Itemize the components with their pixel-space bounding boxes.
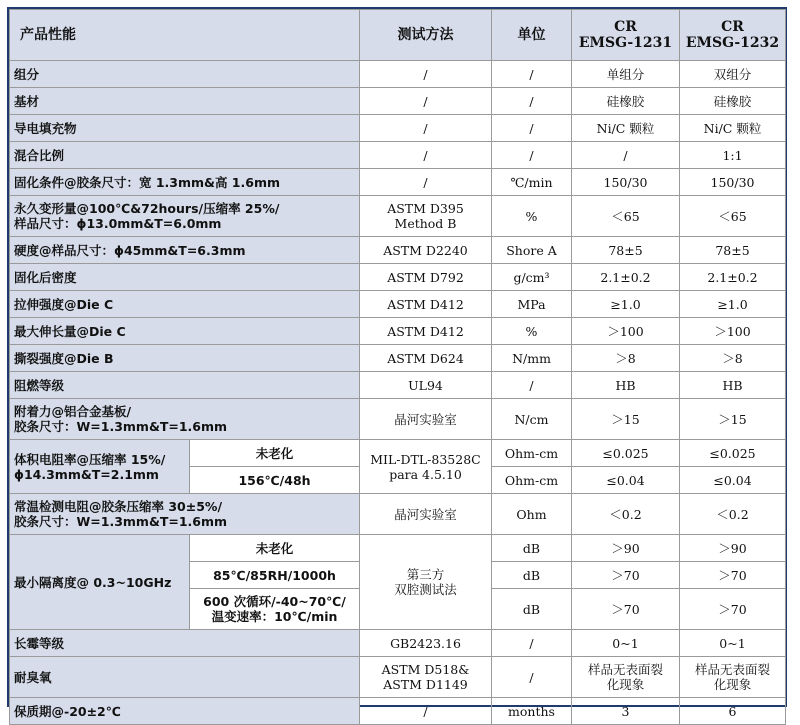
- value-cell-2: ＞15: [680, 399, 786, 440]
- table-row: [10, 169, 786, 196]
- value-cell-2: 150/30: [680, 169, 786, 196]
- value-cell-2: Ni/C 颗粒: [680, 115, 786, 142]
- value-cell-2: 0~1: [680, 630, 786, 657]
- condition-cell: 85℃/85RH/1000h: [190, 562, 360, 589]
- condition-cell: 未老化: [190, 440, 360, 467]
- unit-cell: /: [492, 657, 572, 698]
- header-unit: 单位: [492, 10, 572, 61]
- header-product-1-line1: CR: [614, 19, 637, 35]
- condition-cell: 未老化: [190, 535, 360, 562]
- property-cell: 固化后密度: [10, 264, 360, 291]
- method-cell: /: [360, 61, 492, 88]
- value-cell-1: 硅橡胶: [572, 88, 680, 115]
- value-cell-1: 3: [572, 698, 680, 725]
- value-cell-2: 78±5: [680, 237, 786, 264]
- table-row: [10, 440, 786, 467]
- table-row: [10, 372, 786, 399]
- table-row: [10, 115, 786, 142]
- header-product-2: [680, 10, 786, 61]
- spec-table: [9, 9, 786, 725]
- unit-cell: months: [492, 698, 572, 725]
- method-cell: /: [360, 142, 492, 169]
- value-cell-2: [680, 657, 786, 698]
- method-cell: /: [360, 88, 492, 115]
- value-cell-1: [572, 657, 680, 698]
- value-cell-1: Ni/C 颗粒: [572, 115, 680, 142]
- method-cell: 晶河实验室: [360, 494, 492, 535]
- method-cell: GB2423.16: [360, 630, 492, 657]
- property-cell: 长霉等级: [10, 630, 360, 657]
- value-cell-2: ＞70: [680, 589, 786, 630]
- method-cell: /: [360, 169, 492, 196]
- property-cell: 基材: [10, 88, 360, 115]
- value-line-1: 样品无表面裂: [587, 662, 663, 677]
- method-cell: [360, 196, 492, 237]
- value-cell-1: ＜65: [572, 196, 680, 237]
- table-row: [10, 494, 786, 535]
- method-line-2: para 4.5.10: [389, 466, 462, 482]
- property-line-1: 常温检测电阻@胶条压缩率 30±5%/: [14, 499, 223, 514]
- property-cell: [10, 196, 360, 237]
- value-cell-2: ＜0.2: [680, 494, 786, 535]
- condition-cell: 156℃/48h: [190, 467, 360, 494]
- value-cell-1: 78±5: [572, 237, 680, 264]
- property-cell: 最大伸长量@Die C: [10, 318, 360, 345]
- value-cell-2: ＜65: [680, 196, 786, 237]
- unit-cell: /: [492, 88, 572, 115]
- table-row: [10, 535, 786, 562]
- method-line-2: Method B: [394, 216, 457, 231]
- method-line-1: ASTM D518&: [381, 662, 470, 677]
- table-row: [10, 399, 786, 440]
- property-cell: [10, 494, 360, 535]
- value-line-2: 化现象: [713, 677, 752, 692]
- unit-cell: MPa: [492, 291, 572, 318]
- table-row: [10, 345, 786, 372]
- unit-cell: /: [492, 372, 572, 399]
- property-cell: 固化条件@胶条尺寸：宽 1.3mm&高 1.6mm: [10, 169, 360, 196]
- table-row: [10, 237, 786, 264]
- header-method: 测试方法: [360, 10, 492, 61]
- condition-line-1: 600 次循环/-40~70℃/: [203, 594, 346, 609]
- method-cell: ASTM D412: [360, 291, 492, 318]
- unit-cell: Ohm-cm: [492, 467, 572, 494]
- value-cell-1: 150/30: [572, 169, 680, 196]
- method-line-2: 双腔测试法: [394, 582, 457, 597]
- unit-cell: /: [492, 61, 572, 88]
- value-cell-1: 0~1: [572, 630, 680, 657]
- unit-cell: dB: [492, 562, 572, 589]
- unit-cell: Shore A: [492, 237, 572, 264]
- header-row: [10, 10, 786, 61]
- property-cell: 硬度@样品尺寸：ϕ45mm&T=6.3mm: [10, 237, 360, 264]
- method-cell: [360, 657, 492, 698]
- value-cell-1: ＞70: [572, 589, 680, 630]
- method-line-2: ASTM D1149: [383, 677, 468, 692]
- value-cell-2: ＞8: [680, 345, 786, 372]
- unit-cell: /: [492, 630, 572, 657]
- unit-cell: g/cm³: [492, 264, 572, 291]
- method-cell: /: [360, 115, 492, 142]
- value-cell-1: ＞90: [572, 535, 680, 562]
- value-cell-2: 6: [680, 698, 786, 725]
- value-cell-2: 双组分: [680, 61, 786, 88]
- header-product-2-line2: EMSG-1232: [685, 35, 780, 51]
- table-row: [10, 698, 786, 725]
- property-cell: 撕裂强度@Die B: [10, 345, 360, 372]
- property-cell-volume-resistivity: [10, 440, 190, 494]
- unit-cell: /: [492, 115, 572, 142]
- header-product-1: [572, 10, 680, 61]
- value-cell-2: HB: [680, 372, 786, 399]
- value-cell-2: ＞70: [680, 562, 786, 589]
- header-product-2-line1: CR: [721, 19, 744, 35]
- value-cell-2: ≤0.025: [680, 440, 786, 467]
- unit-cell: N/mm: [492, 345, 572, 372]
- header-product-1-line2: EMSG-1231: [578, 35, 673, 51]
- table-row: [10, 657, 786, 698]
- unit-cell: ℃/min: [492, 169, 572, 196]
- value-cell-1: ＞100: [572, 318, 680, 345]
- property-cell: 导电填充物: [10, 115, 360, 142]
- property-cell: 保质期@-20±2℃: [10, 698, 360, 725]
- table-row: [10, 88, 786, 115]
- unit-cell: Ohm-cm: [492, 440, 572, 467]
- value-cell-2: ＞100: [680, 318, 786, 345]
- unit-cell: /: [492, 142, 572, 169]
- table-row: [10, 196, 786, 237]
- value-cell-1: /: [572, 142, 680, 169]
- property-cell: 耐臭氧: [10, 657, 360, 698]
- header-property: 产品性能: [10, 10, 360, 61]
- property-line-2: ϕ14.3mm&T=2.1mm: [14, 466, 159, 482]
- property-line-2: 样品尺寸：ϕ13.0mm&T=6.0mm: [14, 216, 222, 231]
- value-cell-1: ＞70: [572, 562, 680, 589]
- value-cell-2: ＞90: [680, 535, 786, 562]
- condition-line-2: 温变速率：10℃/min: [211, 609, 338, 624]
- value-line-1: 样品无表面裂: [694, 662, 770, 677]
- value-cell-1: 单组分: [572, 61, 680, 88]
- table-row: [10, 142, 786, 169]
- value-cell-1: ≥1.0: [572, 291, 680, 318]
- property-cell: 混合比例: [10, 142, 360, 169]
- table-row: [10, 318, 786, 345]
- method-line-1: MIL-DTL-83528C: [370, 451, 481, 467]
- value-cell-1: ＞8: [572, 345, 680, 372]
- value-cell-2: 硅橡胶: [680, 88, 786, 115]
- value-cell-1: ＞15: [572, 399, 680, 440]
- value-cell-1: ≤0.025: [572, 440, 680, 467]
- property-line-2: 胶条尺寸：W=1.3mm&T=1.6mm: [14, 419, 228, 434]
- property-cell: 组分: [10, 61, 360, 88]
- property-cell: 拉伸强度@Die C: [10, 291, 360, 318]
- table-row: [10, 630, 786, 657]
- unit-cell: %: [492, 196, 572, 237]
- method-line-1: 第三方: [406, 567, 445, 582]
- method-cell: UL94: [360, 372, 492, 399]
- unit-cell: %: [492, 318, 572, 345]
- value-cell-1: HB: [572, 372, 680, 399]
- spec-table-frame: [7, 7, 787, 719]
- table-row: [10, 264, 786, 291]
- method-cell: ASTM D2240: [360, 237, 492, 264]
- condition-cell: [190, 589, 360, 630]
- unit-cell: dB: [492, 589, 572, 630]
- property-cell: 阻燃等级: [10, 372, 360, 399]
- unit-cell: N/cm: [492, 399, 572, 440]
- value-cell-1: 2.1±0.2: [572, 264, 680, 291]
- property-line-1: 附着力@铝合金基板/: [14, 404, 132, 419]
- value-cell-2: 1:1: [680, 142, 786, 169]
- method-line-1: ASTM D395: [387, 201, 464, 216]
- value-cell-2: ≥1.0: [680, 291, 786, 318]
- table-row: [10, 61, 786, 88]
- value-cell-1: ＜0.2: [572, 494, 680, 535]
- value-cell-1: ≤0.04: [572, 467, 680, 494]
- method-cell: ASTM D792: [360, 264, 492, 291]
- method-cell: ASTM D624: [360, 345, 492, 372]
- method-cell: 晶河实验室: [360, 399, 492, 440]
- property-line-1: 永久变形量@100℃&72hours/压缩率 25%/: [14, 201, 280, 216]
- unit-cell: dB: [492, 535, 572, 562]
- property-cell: [10, 399, 360, 440]
- property-line-1: 体积电阻率@压缩率 15%/: [14, 451, 166, 467]
- unit-cell: Ohm: [492, 494, 572, 535]
- method-cell: /: [360, 698, 492, 725]
- method-cell: [360, 440, 492, 494]
- property-line-2: 胶条尺寸：W=1.3mm&T=1.6mm: [14, 514, 228, 529]
- value-line-2: 化现象: [606, 677, 645, 692]
- method-cell: ASTM D412: [360, 318, 492, 345]
- value-cell-2: ≤0.04: [680, 467, 786, 494]
- value-cell-2: 2.1±0.2: [680, 264, 786, 291]
- method-cell: [360, 535, 492, 630]
- table-row: [10, 291, 786, 318]
- property-cell-isolation: 最小隔离度@ 0.3~10GHz: [10, 535, 190, 630]
